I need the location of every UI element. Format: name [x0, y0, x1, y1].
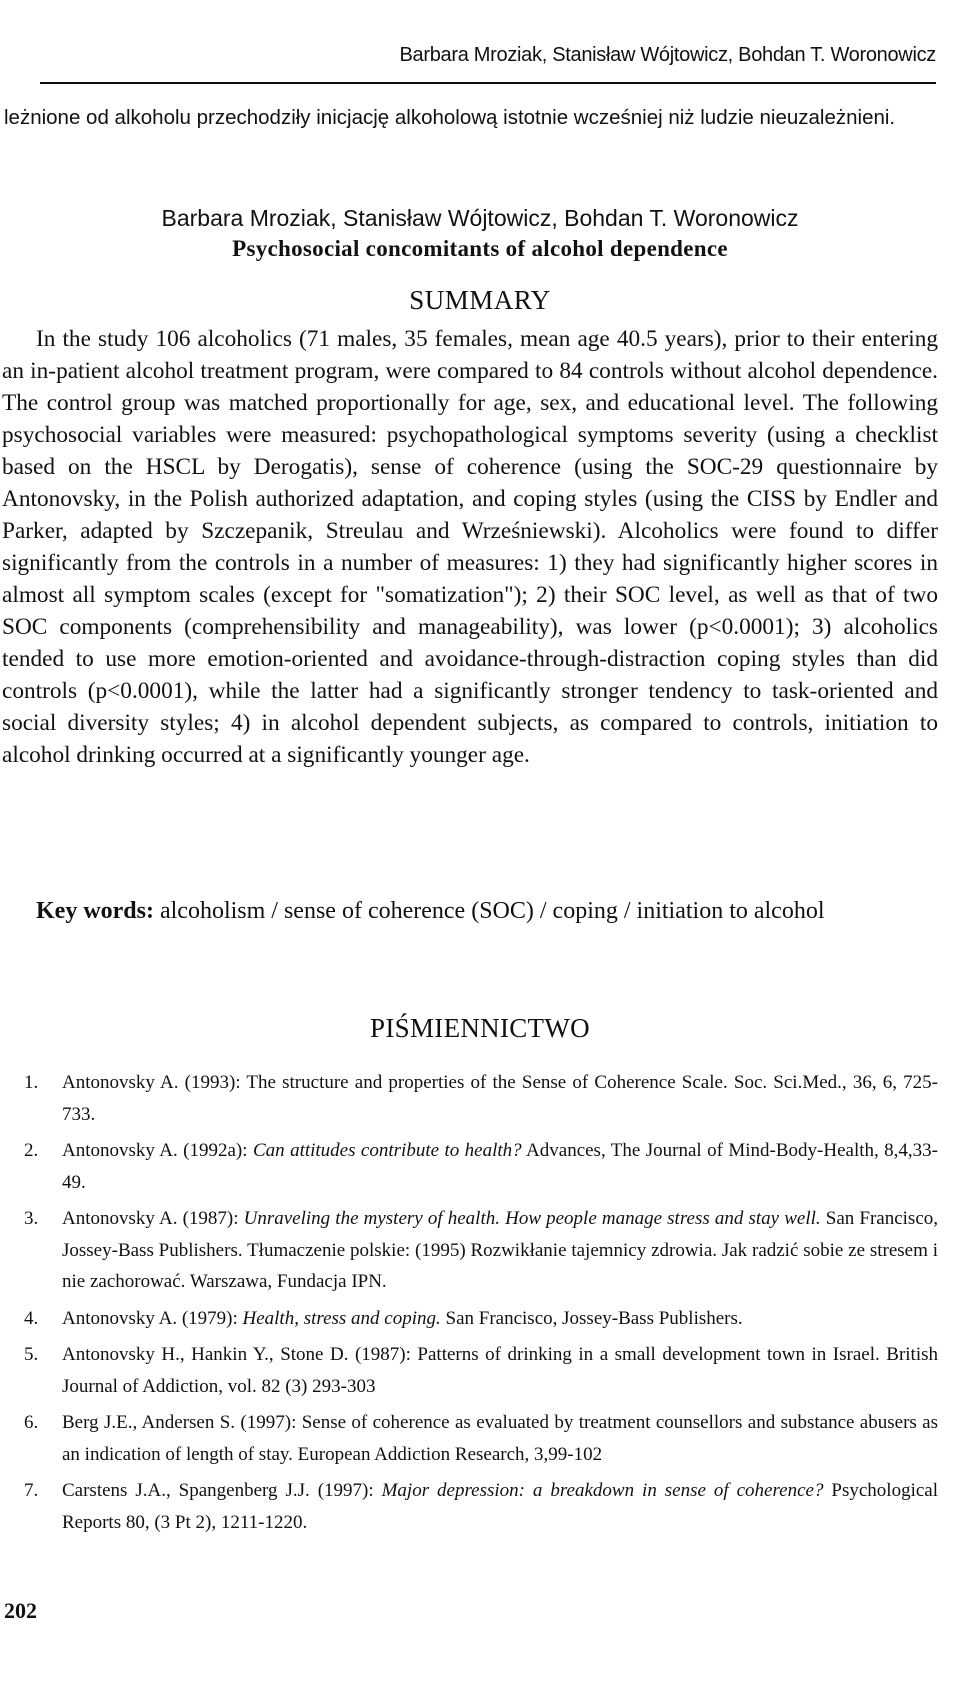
keywords-line	[36, 895, 940, 927]
reference-number: 1.	[24, 1072, 39, 1093]
reference-source: San Francisco, Jossey-Bass Publishers. Tłumaczenie polskie: (1995) Rozwikłanie tajemnicy zdrowia. Jak radzić sobie ze stresem i nie zachorować. Warszawa, Fundacja IPN.	[62, 1208, 939, 1292]
continuation-paragraph: leżnione od alkoholu przechodziły inicjację alkoholową istotnie wcześniej niż ludzie nieuzależnieni.	[4, 106, 896, 129]
reference-number: 7.	[24, 1480, 39, 1501]
reference-item	[24, 1135, 938, 1198]
summary-title: Psychosocial concomitants of alcohol dependence	[232, 236, 728, 261]
reference-text: Antonovsky A. (1993): The structure and properties of the Sense of Coherence Scale. Soc. Sci.Med., 36, 6, 725-733.	[62, 1072, 938, 1125]
references-list	[24, 1067, 938, 1543]
reference-text: Antonovsky H., Hankin Y., Stone D. (1987): Patterns of drinking in a small development town in Israel. British Journal of Addiction, vol. 82 (3) 293-303	[62, 1344, 938, 1397]
reference-text: Antonovsky A. (1979):	[62, 1307, 243, 1329]
summary-heading: SUMMARY	[409, 285, 551, 315]
reference-number: 3.	[24, 1208, 39, 1229]
keywords-text: alcoholism / sense of coherence (SOC) / coping / initiation to alcohol	[159, 898, 825, 924]
reference-text: Berg J.E., Andersen S. (1997): Sense of coherence as evaluated by treatment counsellors and substance abusers as an indication of length of stay. European Addiction Research, 3,99-102	[62, 1412, 938, 1465]
reference-item	[24, 1303, 938, 1335]
reference-title: Major depression: a breakdown in sense of coherence?	[381, 1480, 824, 1501]
reference-number: 2.	[24, 1140, 39, 1161]
running-head: Barbara Mroziak, Stanisław Wójtowicz, Bohdan T. Woronowicz	[399, 44, 936, 66]
summary-paragraph: In the study 106 alcoholics (71 males, 35 females, mean age 40.5 years), prior to their entering an in-patient alcohol treatment program, were compared to 84 controls without alcohol dependence. The control group was matched proportionally for age, sex, and educational level. The following psychosocial variables were measured: psychopathological symptoms severity (using a checklist based on the HSCL by Derogatis), sense of coherence (using the SOC-29 questionnaire by Antonovsky, in the Polish authorized adaptation, and coping styles (using the CISS by Endler and Parker, adapted by Szczepanik, Streulau and Wrześniewski). Alcoholics were found to differ significantly from the controls in a number of measures: 1) they had significantly higher scores in almost all symptom scales (except for "somatization"); 2) their SOC level, as well as that of two SOC components (comprehensibility and manageability), was lower (p<0.0001); 3) alcoholics tended to use more emotion-oriented and avoidance-through-distraction coping styles than did controls (p<0.0001), while the latter had a significantly stronger tendency to task-oriented and social diversity styles; 4) in alcohol dependent subjects, as compared to controls, initiation to alcohol drinking occurred at a significantly younger age.	[2, 326, 938, 768]
reference-number: 5.	[24, 1344, 39, 1365]
reference-item	[24, 1475, 938, 1538]
reference-source: San Francisco, Jossey-Bass Publishers.	[440, 1307, 743, 1329]
page-number: 202	[4, 1598, 37, 1623]
keywords-label: Key words:	[36, 898, 154, 924]
reference-title: Unraveling the mystery of health. How people manage stress and stay well.	[243, 1208, 821, 1229]
reference-number: 4.	[24, 1307, 39, 1329]
reference-item	[24, 1067, 938, 1130]
reference-item	[24, 1407, 938, 1470]
reference-text: Antonovsky A. (1992a):	[62, 1140, 253, 1161]
reference-text: Carstens J.A., Spangenberg J.J. (1997):	[62, 1480, 382, 1501]
reference-source: Psychological Reports 80, (3 Pt 2), 1211-1220.	[62, 1480, 938, 1533]
reference-title: Can attitudes contribute to health?	[252, 1140, 522, 1161]
reference-number: 6.	[24, 1412, 39, 1433]
reference-text: Antonovsky A. (1987):	[62, 1208, 244, 1229]
reference-source: Advances, The Journal of Mind-Body-Health, 8,4,33-49.	[62, 1140, 939, 1193]
header-rule	[40, 82, 936, 84]
reference-title: Health, stress and coping.	[242, 1307, 441, 1329]
reference-item	[24, 1203, 938, 1298]
reference-item	[24, 1339, 938, 1402]
summary-authors: Barbara Mroziak, Stanisław Wójtowicz, Bohdan T. Woronowicz	[161, 205, 799, 231]
references-heading: PIŚMIENNICTWO	[370, 1013, 590, 1043]
